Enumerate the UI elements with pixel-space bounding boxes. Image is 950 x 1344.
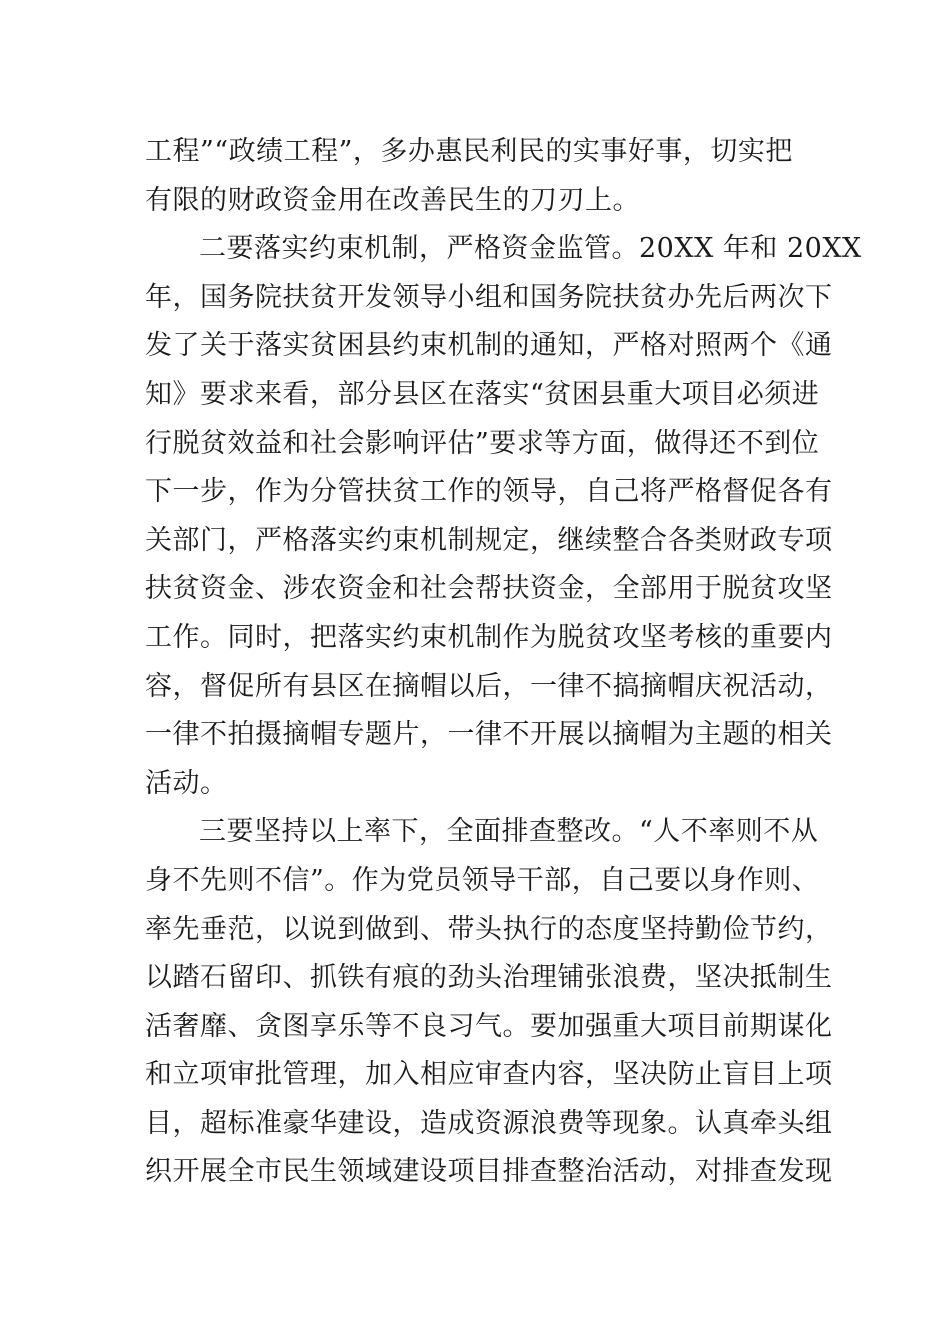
text-line: 关部门，严格落实约束机制规定，继续整合各类财政专项 <box>145 524 833 556</box>
text-line: 有限的财政资金用在改善民生的刀刃上。 <box>145 184 640 216</box>
text-line: 工作。同时，把落实约束机制作为脱贫攻坚考核的重要内 <box>145 621 833 653</box>
text-line: 三要坚持以上率下，全面排查整改。“人不率则不从 <box>199 816 819 848</box>
text-line: 率先垂范，以说到做到、带头执行的态度坚持勤俭节约， <box>145 913 833 945</box>
text-line: 行脱贫效益和社会影响评估”要求等方面，做得还不到位 <box>145 427 820 459</box>
text-line: 身不先则不信”。作为党员领导干部，自己要以身作则、 <box>145 864 820 896</box>
text-line: 一律不拍摄摘帽专题片，一律不开展以摘帽为主题的相关 <box>145 719 833 751</box>
text-line: 年，国务院扶贫开发领导小组和国务院扶贫办先后两次下 <box>145 281 833 313</box>
text-line: 目，超标准豪华建设，造成资源浪费等现象。认真牵头组 <box>145 1107 833 1139</box>
text-line: 容，督促所有县区在摘帽以后，一律不搞摘帽庆祝活动， <box>145 670 833 702</box>
text-line: 扶贫资金、涉农资金和社会帮扶资金，全部用于脱贫攻坚 <box>145 573 833 605</box>
text-line: 知》要求来看，部分县区在落实“贫困县重大项目必须进 <box>145 378 820 410</box>
text-line: 织开展全市民生领域建设项目排查整治活动，对排查发现 <box>145 1156 833 1188</box>
text-line: 以踏石留印、抓铁有痕的劲头治理铺张浪费，坚决抵制生 <box>145 962 833 994</box>
text-line: 下一步，作为分管扶贫工作的领导，自己将严格督促各有 <box>145 476 833 508</box>
text-line: 活动。 <box>145 767 228 799</box>
text-line: 工程”“政绩工程”，多办惠民利民的实事好事，切实把 <box>145 136 793 167</box>
body-text <box>145 128 862 1197</box>
text-line: 二要落实约束机制，严格资金监管。20XX 年和 20XX <box>199 233 862 265</box>
text-line: 活奢靡、贪图享乐等不良习气。要加强重大项目前期谋化 <box>145 1010 833 1042</box>
text-line: 发了关于落实贫困县约束机制的通知，严格对照两个《通 <box>145 330 833 362</box>
text-line: 和立项审批管理，加入相应审查内容，坚决防止盲目上项 <box>145 1059 833 1091</box>
